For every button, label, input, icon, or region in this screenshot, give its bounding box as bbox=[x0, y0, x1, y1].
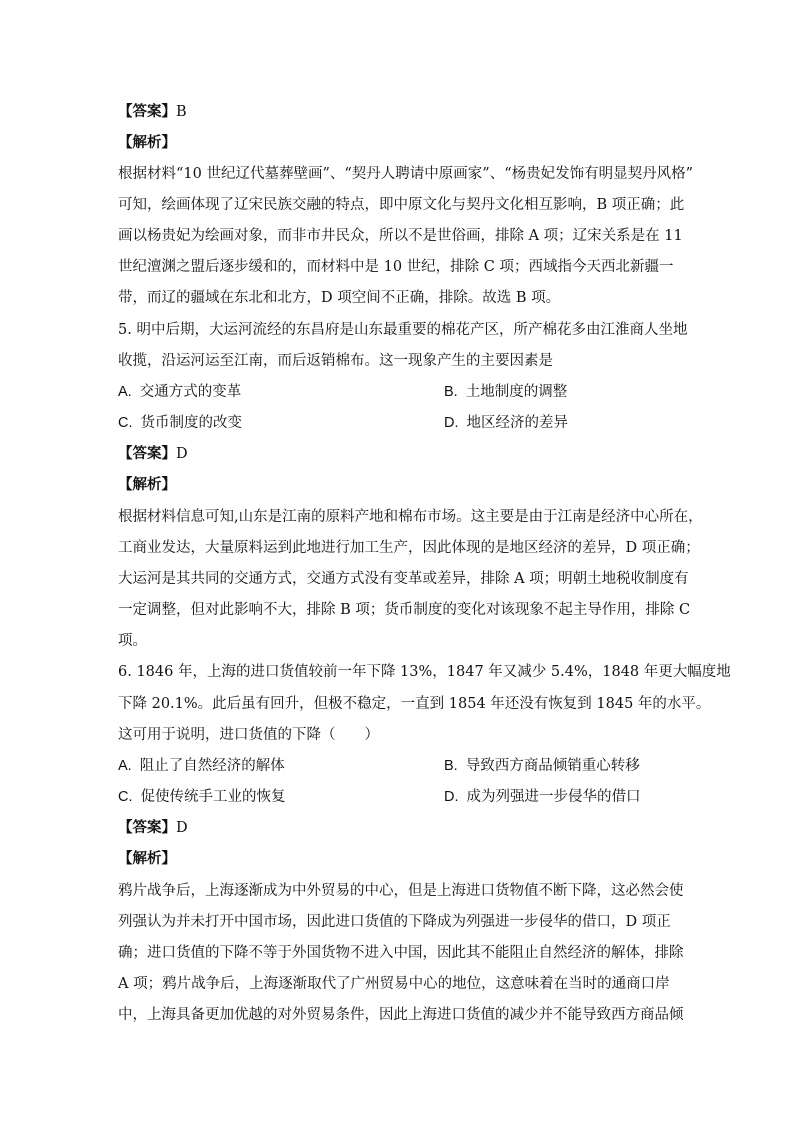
q6-option-d: D. 成为列强进一步侵华的借口 bbox=[444, 789, 641, 805]
q6-analysis-line: A 项；鸦片战争后，上海逐渐取代了广州贸易中心的地位，这意味着在当时的通商口岸 bbox=[118, 976, 670, 992]
q6-stem-line: 这可用于说明，进口货值的下降（ ） bbox=[118, 727, 379, 743]
q6-analysis-line: 列强认为并未打开中国市场，因此进口货值的下降成为列强进一步侵华的借口，D 项正 bbox=[118, 914, 671, 930]
q5-answer-line bbox=[118, 444, 188, 464]
q5-analysis-line: 工商业发达，大量原料运到此地进行加工生产，因此体现的是地区经济的差异，D 项正确； bbox=[118, 540, 700, 556]
q5-analysis-line: 一定调整，但对此影响不大，排除 B 项；货币制度的变化对该现象不起主导作用，排除 C bbox=[118, 602, 691, 618]
q5-analysis-line: 根据材料信息可知,山东是江南的原料产地和棉布市场。这主要是由于江南是经济中心所在， bbox=[118, 509, 703, 525]
q6-answer-line bbox=[118, 818, 188, 838]
q4-analysis-tag: 【解析】 bbox=[118, 135, 176, 151]
q4-analysis-line: 根据材料“10 世纪辽代墓葬壁画”、“契丹人聘请中原画家”、“杨贵妃发饰有明显契丹风格” bbox=[118, 166, 694, 182]
q6-analysis-line: 鸦片战争后，上海逐渐成为中外贸易的中心，但是上海进口货物值不断下降，这必然会使 bbox=[118, 883, 684, 899]
q5-option-c: C. 货币制度的改变 bbox=[118, 415, 242, 431]
answer-tag: 【答案】 bbox=[118, 446, 176, 462]
q4-analysis-line: 世纪澶渊之盟后逐步缓和的，而材料中是 10 世纪，排除 C 项；西域指今天西北新疆一 bbox=[118, 259, 674, 275]
q6-option-c: C. 促使传统手工业的恢复 bbox=[118, 789, 286, 805]
q5-analysis-line: 项。 bbox=[118, 633, 147, 649]
q5-analysis-line: 大运河是其共同的交通方式，交通方式没有变革或差异，排除 A 项；明朝土地税收制度有 bbox=[118, 571, 689, 587]
q5-stem-line: 5. 明中后期，大运河流经的东昌府是山东最重要的棉花产区，所产棉花多由江淮商人坐地 bbox=[118, 322, 688, 338]
q6-option-a: A. 阻止了自然经济的解体 bbox=[118, 758, 285, 774]
q6-stem-line: 6. 1846 年，上海的进口货值较前一年下降 13%，1847 年又减少 5.4%，1848 年更大幅度地 bbox=[118, 664, 731, 680]
q5-stem-line: 收揽，沿运河运至江南，而后返销棉布。这一现象产生的主要因素是 bbox=[118, 353, 553, 369]
q6-analysis-line: 确；进口货值的下降不等于外国货物不进入中国，因此其不能阻止自然经济的解体，排除 bbox=[118, 945, 684, 961]
q5-option-d: D. 地区经济的差异 bbox=[444, 415, 568, 431]
answer-value: D bbox=[176, 820, 188, 836]
q4-analysis-line: 画以杨贵妃为绘画对象，而非市井民众，所以不是世俗画，排除 A 项；辽宋关系是在 11 bbox=[118, 228, 683, 244]
answer-tag: 【答案】 bbox=[118, 104, 176, 120]
q5-option-b: B. 土地制度的调整 bbox=[444, 384, 568, 400]
q6-option-b: B. 导致西方商品倾销重心转移 bbox=[444, 758, 640, 774]
answer-value: B bbox=[176, 104, 187, 120]
answer-tag: 【答案】 bbox=[118, 820, 176, 836]
q4-analysis-line: 带，而辽的疆域在东北和北方，D 项空间不正确，排除。故选 B 项。 bbox=[118, 290, 561, 306]
q6-analysis-line: 中，上海具备更加优越的对外贸易条件，因此上海进口货值的减少并不能导致西方商品倾 bbox=[118, 1007, 684, 1023]
q6-stem-line: 下降 20.1%。此后虽有回升，但极不稳定，一直到 1854 年还没有恢复到 1845 年的水平。 bbox=[118, 696, 711, 712]
answer-value: D bbox=[176, 446, 188, 462]
q5-analysis-tag: 【解析】 bbox=[118, 477, 176, 493]
q6-analysis-tag: 【解析】 bbox=[118, 851, 176, 867]
q4-answer-line bbox=[118, 102, 187, 122]
q4-analysis-line: 可知，绘画体现了辽宋民族交融的特点，即中原文化与契丹文化相互影响，B 项正确；此 bbox=[118, 197, 685, 213]
q5-option-a: A. 交通方式的变革 bbox=[118, 384, 242, 400]
